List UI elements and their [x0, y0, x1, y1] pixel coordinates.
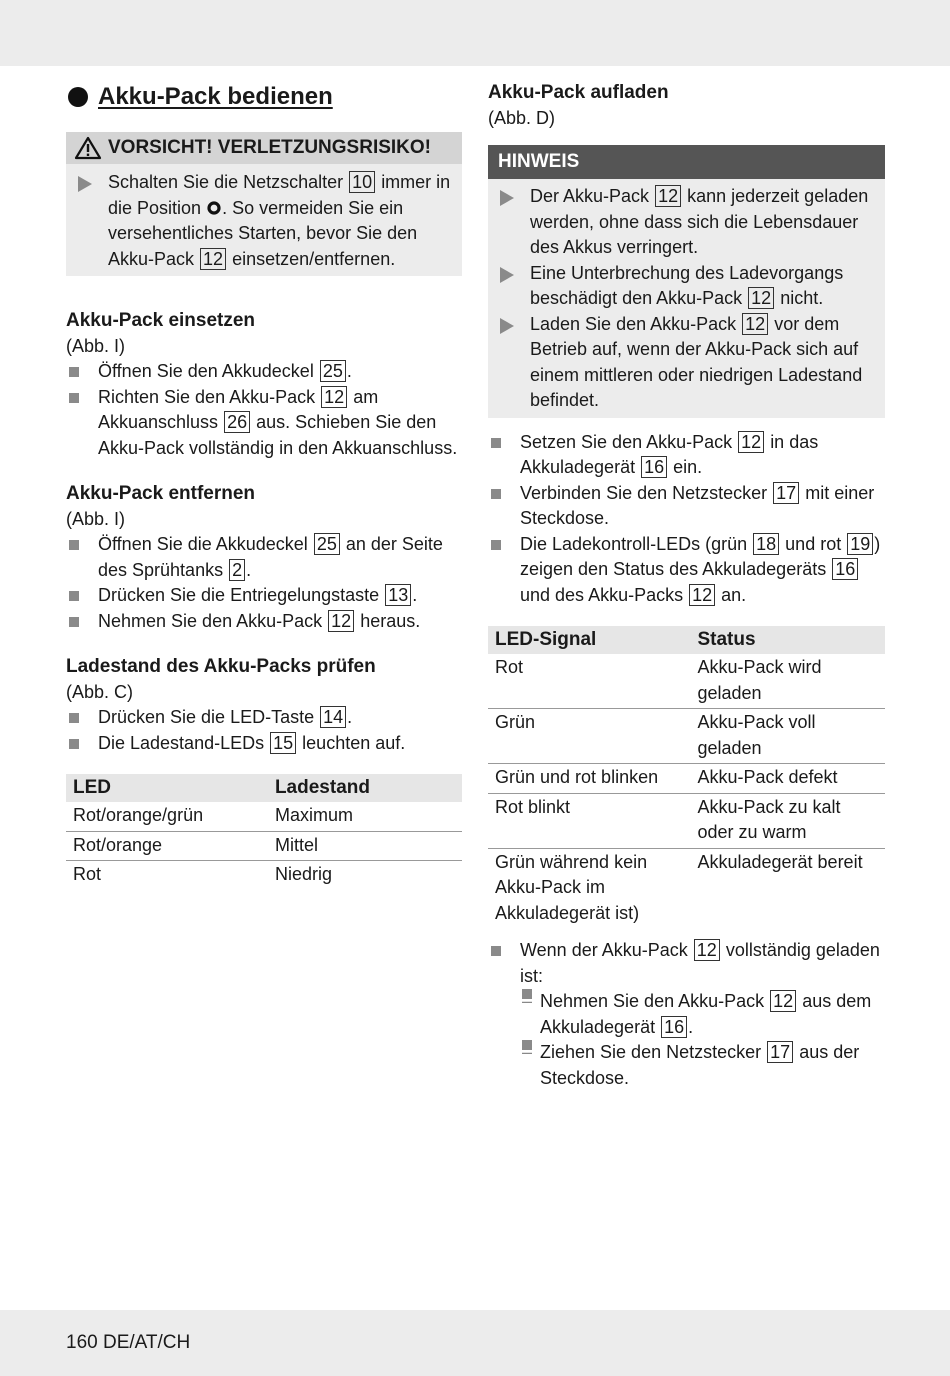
text: an der Seite des Sprühtanks	[98, 534, 443, 580]
list-item	[498, 261, 877, 312]
table-row	[488, 709, 885, 764]
table-header: LED	[66, 774, 268, 802]
text: an.	[721, 584, 747, 605]
text: Richten Sie den Akku-Pack	[98, 386, 316, 407]
list-item	[520, 989, 885, 1040]
figure-ref: (Abb. C)	[66, 681, 134, 702]
note-list	[488, 179, 885, 418]
text: am Akkuanschluss	[98, 386, 379, 432]
text: .	[246, 559, 252, 580]
table-cell: Grün während kein Akku-Pack im Akkuladegerät ist)	[495, 851, 648, 923]
text: Eine Unterbrechung des Ladevorgangs beschädigt den Akku-Pack	[530, 262, 844, 308]
off-position-icon	[206, 201, 222, 215]
table-row	[488, 848, 885, 928]
text: Setzen Sie den Akku-Pack	[520, 431, 733, 452]
text: ) zeigen den Status des Akkuladegeräts	[520, 533, 881, 579]
section-heading: Akku-Pack einsetzen	[66, 310, 256, 331]
table-row	[488, 793, 885, 848]
remove-section	[66, 481, 462, 634]
list-item	[66, 359, 462, 385]
table-row	[66, 802, 462, 831]
table-cell: Akku-Pack zu kalt oder zu warm	[690, 793, 885, 848]
text: und des Akku-Packs	[520, 584, 684, 605]
page-number: 160 DE/AT/CH	[66, 1332, 191, 1353]
note-header: HINWEIS	[488, 145, 885, 179]
table-cell: Rot/orange/grün	[66, 802, 268, 831]
bullet-dot-icon	[68, 87, 88, 107]
text: immer in die Position	[108, 172, 451, 218]
part-ref: 12	[200, 248, 226, 270]
list-item	[488, 481, 885, 532]
figure-ref: (Abb. I)	[66, 335, 126, 356]
table-header: Ladestand	[268, 774, 462, 802]
insert-section	[66, 308, 462, 461]
insert-steps	[66, 359, 462, 461]
check-section	[66, 654, 462, 756]
part-ref: 25	[314, 533, 340, 555]
warning-box	[66, 132, 462, 276]
text: . So vermeiden Sie ein versehentliches Starten, bevor Sie den Akku-Pack	[108, 197, 418, 269]
led-status-table	[488, 626, 885, 928]
part-ref: 16	[661, 1016, 687, 1038]
warning-heading: VORSICHT! VERLETZUNGSRISIKO!	[108, 137, 432, 159]
text: Nehmen Sie den Akku-Pack	[98, 610, 323, 631]
table-cell: Maximum	[268, 802, 462, 831]
right-column	[488, 80, 885, 1091]
text: leuchten auf.	[302, 732, 406, 753]
part-ref: 16	[832, 558, 858, 580]
text: ein.	[673, 457, 703, 477]
text: mit einer Steckdose.	[520, 482, 875, 528]
text: in das Akkuladegerät	[520, 431, 819, 477]
list-item	[66, 532, 462, 583]
list-item	[66, 385, 462, 462]
text: vollständig geladen ist:	[520, 940, 880, 986]
section-heading: Ladestand des Akku-Packs prüfen	[66, 656, 376, 677]
list-item	[488, 532, 885, 609]
list-item	[66, 583, 462, 609]
text: vor dem Betrieb auf, wenn der Akku-Pack sich auf einem mittleren oder niedrigen Ladestand befindet.	[530, 313, 863, 410]
list-item	[488, 430, 885, 481]
list-item	[498, 184, 877, 261]
led-level-table	[66, 774, 462, 890]
final-steps	[488, 938, 885, 1091]
text: heraus.	[360, 610, 421, 631]
left-column	[66, 80, 462, 890]
text: aus. Schieben Sie den Akku-Pack vollständig in den Akkuanschluss.	[98, 412, 458, 458]
page-title: Akku-Pack bedienen	[98, 83, 333, 110]
table-cell: Akku-Pack voll geladen	[690, 709, 885, 764]
text: Schalten Sie die Netzschalter	[108, 172, 344, 192]
part-ref: 12	[321, 386, 347, 408]
part-ref: 17	[773, 482, 799, 504]
table-cell: Mittel	[268, 831, 462, 861]
check-steps	[66, 705, 462, 756]
table-cell: Akkuladegerät bereit	[697, 851, 863, 872]
header-band	[0, 0, 950, 66]
part-ref: 12	[689, 584, 715, 606]
text: Nehmen Sie den Akku-Pack	[540, 991, 765, 1011]
note-box	[488, 145, 885, 418]
text: Laden Sie den Akku-Pack	[530, 313, 737, 334]
part-ref: 13	[385, 584, 411, 606]
list-item	[498, 312, 877, 414]
text: Die Ladekontroll-LEDs (grün	[520, 533, 748, 554]
part-ref: 12	[742, 313, 768, 335]
table-cell: Rot/orange	[66, 831, 268, 861]
charge-steps	[488, 430, 885, 609]
part-ref: 12	[694, 939, 720, 961]
part-ref: 16	[641, 456, 667, 478]
text: Öffnen Sie den Akkudeckel	[98, 361, 314, 381]
part-ref: 15	[270, 732, 296, 754]
text: aus der Steckdose.	[540, 1042, 860, 1088]
section-title	[66, 82, 462, 112]
text: nicht.	[780, 288, 824, 308]
table-cell: Grün und rot blinken	[488, 764, 690, 794]
text: Der Akku-Pack	[530, 186, 650, 206]
part-ref: 26	[224, 411, 250, 433]
text: Die Ladestand-LEDs	[98, 732, 265, 753]
text: einsetzen/entfernen.	[232, 248, 396, 269]
list-item	[66, 705, 462, 731]
figure-ref: (Abb. I)	[66, 508, 126, 529]
part-ref: 12	[748, 287, 774, 309]
text: .	[346, 361, 352, 381]
text: .	[412, 585, 418, 605]
warning-list	[66, 164, 462, 274]
table-header: Status	[690, 626, 885, 654]
list-item	[66, 731, 462, 757]
text: .	[347, 707, 353, 727]
list-item	[488, 938, 885, 1091]
table-cell: Akku-Pack wird geladen	[690, 654, 885, 709]
text: Drücken Sie die LED-Taste	[98, 707, 315, 727]
table-cell: Akku-Pack defekt	[690, 764, 885, 794]
warning-header	[66, 132, 462, 164]
text: Verbinden Sie den Netzstecker	[520, 482, 768, 503]
table-header: LED-Signal	[488, 626, 690, 654]
part-ref: 12	[738, 431, 764, 453]
sub-steps	[520, 989, 885, 1091]
part-ref: 18	[753, 533, 779, 555]
part-ref: 2	[229, 559, 245, 581]
text: Öffnen Sie die Akkudeckel	[98, 534, 308, 554]
part-ref: 25	[320, 360, 346, 382]
list-item	[76, 170, 454, 272]
part-ref: 14	[320, 706, 346, 728]
text: kann jederzeit geladen werden, ohne dass sich die Lebensdauer des Akkus verringert.	[530, 186, 869, 257]
section-heading: Akku-Pack entfernen	[66, 483, 256, 504]
part-ref: 12	[770, 990, 796, 1012]
table-row	[66, 861, 462, 890]
text: aus dem Akkuladegerät	[540, 991, 872, 1037]
section-heading: Akku-Pack aufladen	[488, 82, 669, 103]
part-ref: 12	[655, 185, 681, 207]
table-cell: Rot blinkt	[488, 793, 690, 848]
remove-steps	[66, 532, 462, 634]
part-ref: 10	[349, 171, 375, 193]
text: Wenn der Akku-Pack	[520, 940, 688, 960]
table-row	[488, 764, 885, 794]
figure-ref: (Abb. D)	[488, 107, 556, 128]
text: Ziehen Sie den Netzstecker	[540, 1042, 762, 1062]
table-cell: Niedrig	[274, 864, 332, 884]
list-item	[66, 609, 462, 635]
table-row	[488, 654, 885, 709]
table-cell: Rot	[73, 864, 102, 884]
text: und rot	[785, 533, 842, 554]
list-item	[520, 1040, 885, 1091]
table-cell: Rot	[488, 654, 690, 709]
text: Drücken Sie die Entriegelungstaste	[98, 585, 380, 605]
table-row	[66, 831, 462, 861]
text: .	[688, 1016, 694, 1037]
table-cell: Grün	[488, 709, 690, 764]
part-ref: 17	[767, 1041, 793, 1063]
part-ref: 19	[847, 533, 873, 555]
warning-triangle-icon	[74, 136, 102, 160]
part-ref: 12	[328, 610, 354, 632]
